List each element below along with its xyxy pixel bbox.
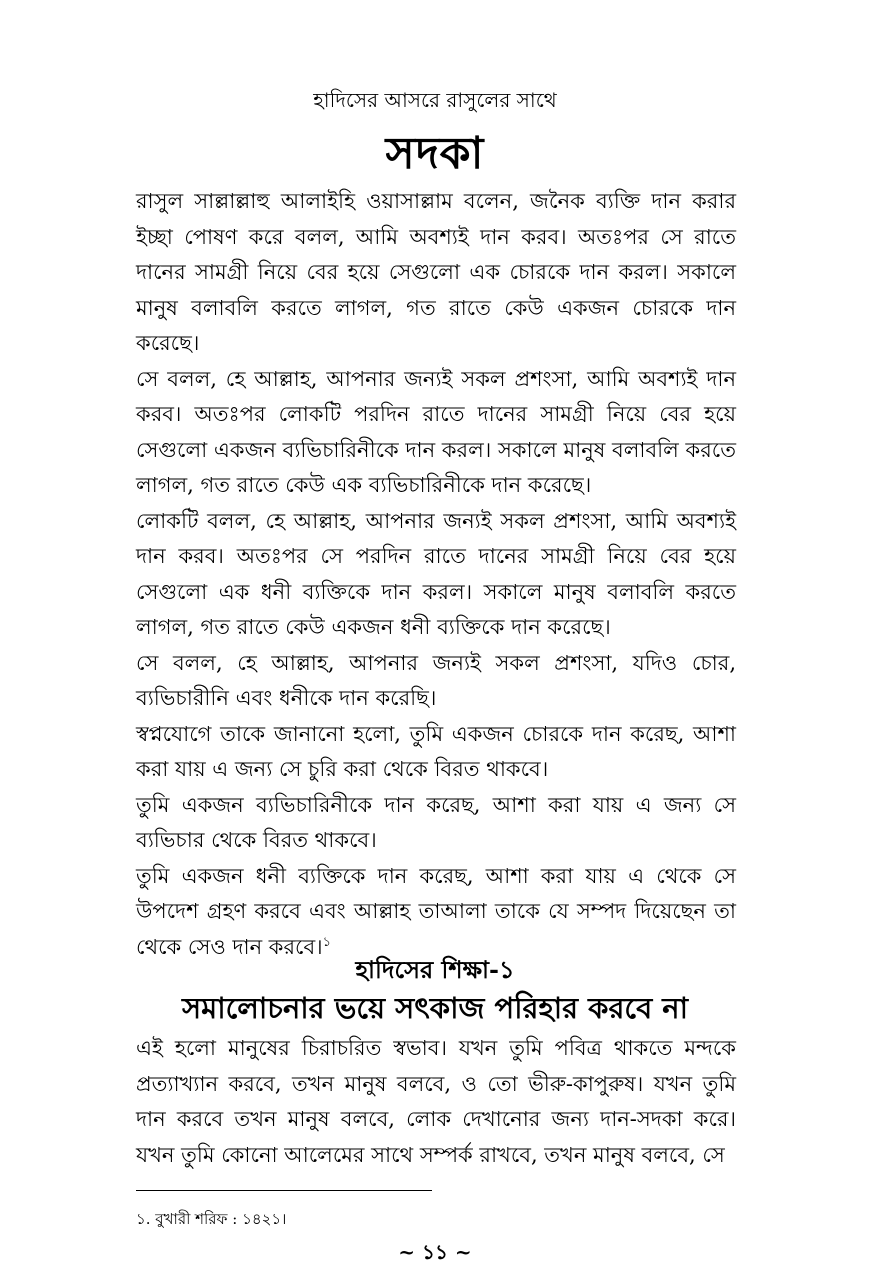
- paragraph-7: [136, 859, 736, 966]
- paragraph-2: সে বলল, হে আল্লাহ, আপনার জন্যই সকল প্রশংসা, আমি অবশ্যই দান করব। অতঃপর লোকটি পরদিন রাতে দানের সামগ্রী নিয়ে বের হয়ে সেগুলো একজন ব্যভিচারিনীকে দান করল। সকালে মানুষ বলাবলি করতে লাগল, গত রাতে কেউ এক ব্যভিচারিনীকে দান করেছে।: [136, 366, 736, 497]
- chapter-title: সদকা: [385, 128, 485, 179]
- paragraph-1: রাসুল সাল্লাল্লাহু আলাইহি ওয়াসাল্লাম বলেন, জনৈক ব্যক্তি দান করার ইচ্ছা পোষণ করে বলল, আমি অবশ্যই দান করব। অতঃপর সে রাতে দানের সামগ্রী নিয়ে বের হয়ে সেগুলো এক চোরকে দান করল। সকালে মানুষ বলাবলি করতে লাগল, গত রাতে কেউ একজন চোরকে দান করেছে।: [136, 189, 736, 355]
- footnote: ১. বুখারী শরিফ : ১৪২১।: [136, 1210, 287, 1228]
- hadith-text: [136, 184, 736, 965]
- footnote-reference: ১: [322, 934, 332, 950]
- page-number: ~ ১১ ~: [398, 1240, 472, 1264]
- paragraph-5: স্বপ্নযোগে তাকে জানানো হলো, তুমি একজন চোরকে দান করেছ, আশা করা যায় এ জন্য সে চুরি করা থেকে বিরত থাকবে।: [136, 721, 736, 781]
- lesson-text: [136, 1031, 736, 1173]
- paragraph-7-text: তুমি একজন ধনী ব্যক্তিকে দান করেছ, আশা করা যায় এ থেকে সে উপদেশ গ্রহণ করবে এবং আল্লাহ তাআলা তাকে যে সম্পদ দিয়েছেন তা থেকে সেও দান করবে।: [136, 863, 736, 959]
- footnote-divider: [136, 1190, 432, 1191]
- lesson-heading: হাদিসের শিক্ষা-১: [355, 955, 515, 984]
- lesson-paragraph: এই হলো মানুষের চিরাচরিত স্বভাব। যখন তুমি পবিত্র থাকতে মন্দকে প্রত্যাখ্যান করবে, তখন মানুষ বলবে, ও তো ভীরু-কাপুরুষ। যখন তুমি দান করবে তখন মানুষ বলবে, লোক দেখানোর জন্য দান-সদকা করে। যখন তুমি কোনো আলেমের সাথে সম্পর্ক রাখবে, তখন মানুষ বলবে, সে: [136, 1036, 736, 1167]
- paragraph-4: সে বলল, হে আল্লাহ, আপনার জন্যই সকল প্রশংসা, যদিও চোর, ব্যভিচারীনি এবং ধনীকে দান করেছি।: [136, 650, 736, 710]
- paragraph-6: তুমি একজন ব্যভিচারিনীকে দান করেছ, আশা করা যায় এ জন্য সে ব্যভিচার থেকে বিরত থাকবে।: [136, 792, 736, 852]
- paragraph-3: লোকটি বলল, হে আল্লাহ, আপনার জন্যই সকল প্রশংসা, আমি অবশ্যই দান করব। অতঃপর সে পরদিন রাতে দানের সামগ্রী নিয়ে বের হয়ে সেগুলো এক ধনী ব্যক্তিকে দান করল। সকালে মানুষ বলাবলি করতে লাগল, গত রাতে কেউ একজন ধনী ব্যক্তিকে দান করেছে।: [136, 508, 736, 639]
- running-header: হাদিসের আসরে রাসুলের সাথে: [313, 88, 557, 112]
- lesson-title: সমালোচনার ভয়ে সৎকাজ পরিহার করবে না: [181, 991, 689, 1025]
